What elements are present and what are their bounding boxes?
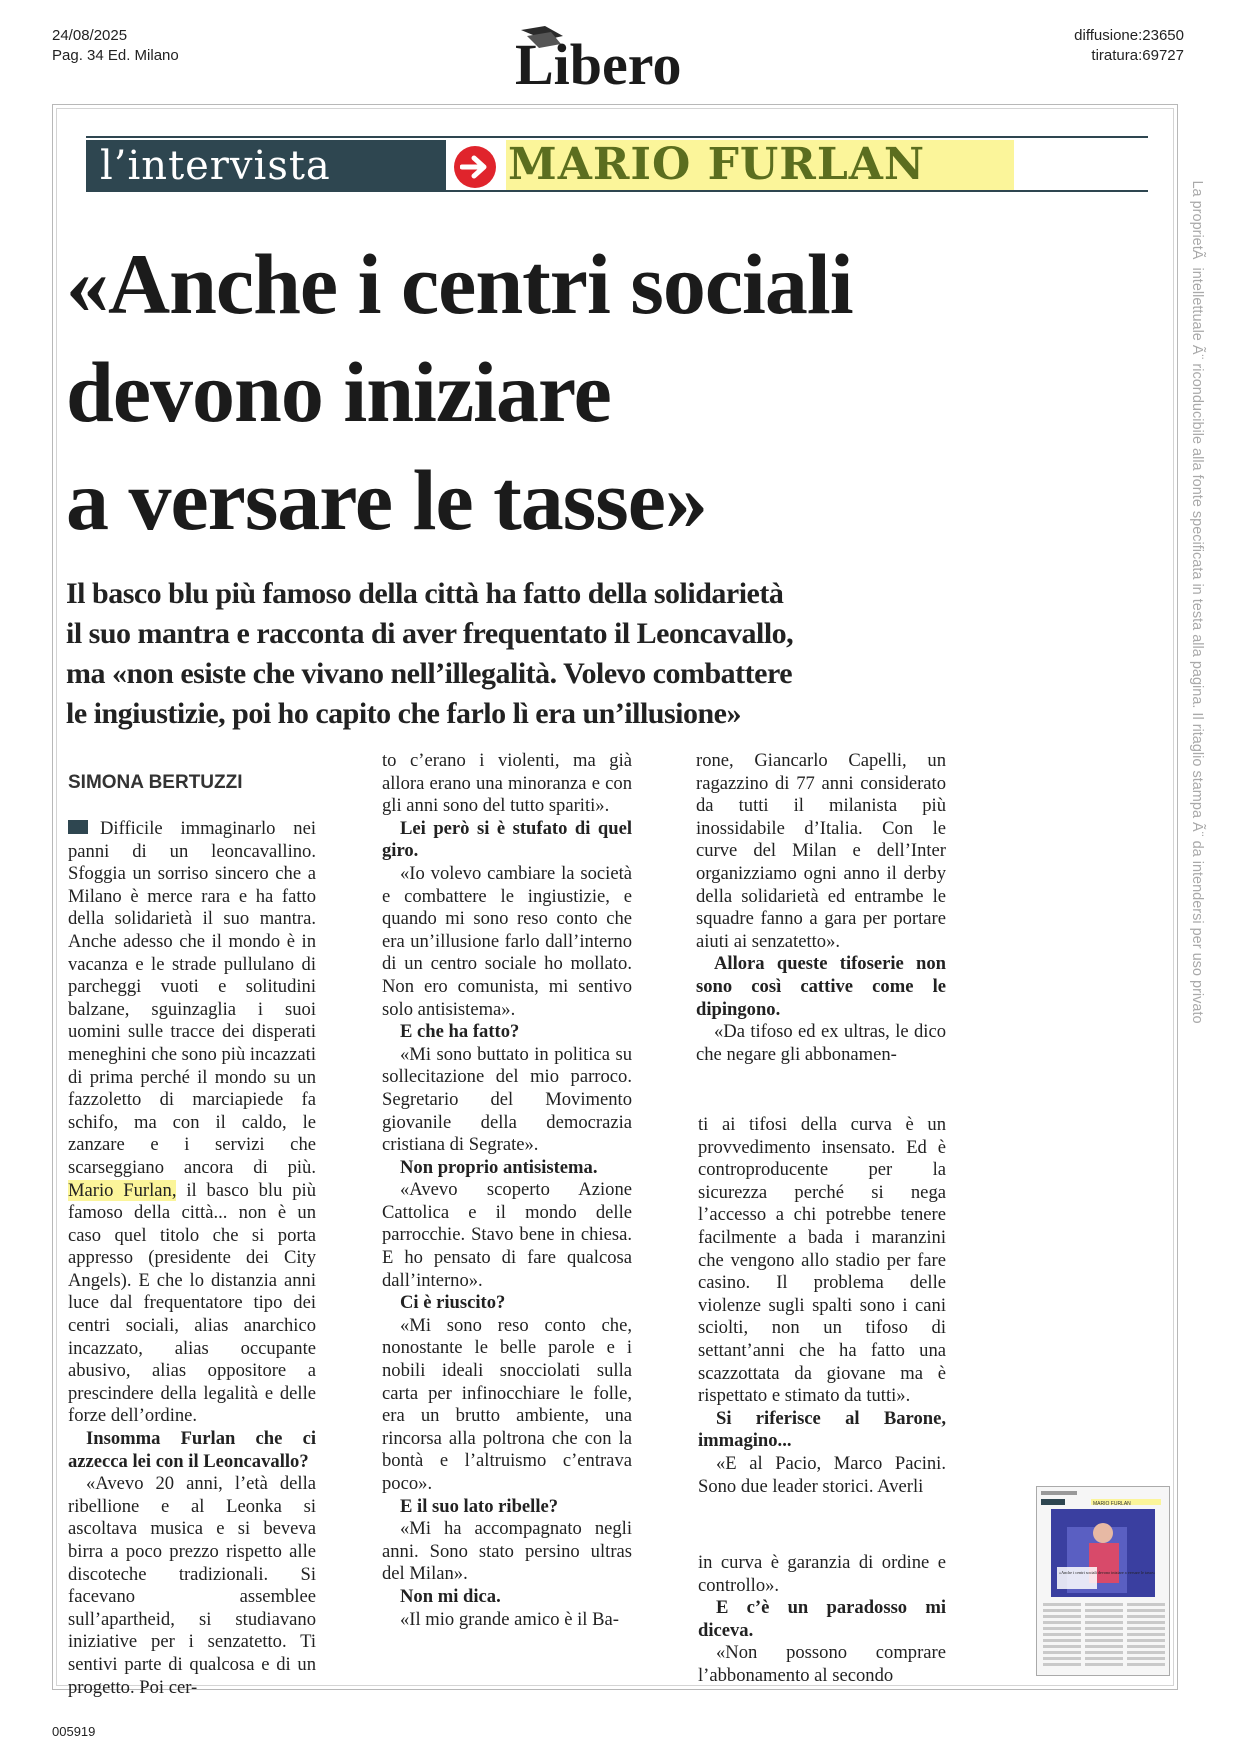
standfirst-line: il suo mantra e racconta di aver frequentato il Leoncavallo,	[66, 617, 794, 650]
lead-text-cont: il basco blu più famoso della città... non è un caso quel titolo che si porta appresso (presidente dei City Angels). E che lo distanzia anni luce dal frequentatore tipo dei centri sociali, alias anarchico incazzato, alias occupante abusivo, alias oppositore a prescindere della legalità e delle forze dell’ordine.	[68, 1179, 316, 1427]
interview-answer: to c’erano i violenti, ma già allora erano una minoranza e con gli anni sono del tutto spariti».	[382, 750, 632, 817]
interview-answer: «Io volevo cambiare la società e combattere le ingiustizie, e quando mi sono reso conto che era un’illusione farlo dall’interno di un centro sociale ho mollato. Non ero comunista, mi sentivo solo antisistema».	[382, 862, 632, 1020]
kicker-bottom-rule	[446, 190, 1148, 192]
interview-answer: «E al Pacio, Marco Pacini. Sono due leader storici. Averli	[698, 1452, 946, 1497]
libero-logo	[515, 22, 725, 94]
standfirst-line: Il basco blu più famoso della città ha fatto della solidarietà	[66, 577, 784, 610]
page-thumbnail	[1036, 1486, 1170, 1676]
page-edition: Pag. 34 Ed. Milano	[52, 47, 179, 64]
kicker-interviewee-name: MARIO FURLAN	[508, 139, 926, 190]
standfirst-line: ma «non esiste che vivano nell’illegalità. Volevo combattere	[66, 657, 793, 690]
headline-line: devono iniziare	[66, 344, 611, 440]
headline	[66, 230, 1126, 554]
article-column-3b	[698, 1114, 946, 1498]
diffusione: diffusione:23650	[1074, 27, 1184, 44]
article-column-3c	[698, 1552, 946, 1688]
thumbnail-kicker: MARIO FURLAN	[1093, 1501, 1131, 1507]
circulation-info	[1074, 26, 1184, 66]
interview-answer: rone, Giancarlo Capelli, un ragazzino di 77 anni considerato da tutti il milanista più inossidabile d’Italia. Con le curve del Milan e dell’Inter organizziamo ogni anno il derby della solidarietà ed entrambe le squadre fanno a gara per portare aiuti ai senzatetto».	[696, 750, 946, 952]
interview-question: Ci è riuscito?	[400, 1292, 506, 1314]
interview-question: E che ha fatto?	[400, 1021, 520, 1043]
logo-graphic	[515, 22, 725, 94]
thumbnail-graphic	[1037, 1487, 1169, 1675]
headline-line: «Anche i centri sociali	[66, 236, 853, 332]
clipping-code: 005919	[52, 1724, 96, 1739]
byline: SIMONA BERTUZZI	[68, 772, 243, 793]
interview-question: E c’è un paradosso mi diceva.	[698, 1597, 946, 1641]
logo-wordmark: Libero	[515, 32, 682, 94]
interview-answer: «Mi ha accompagnato negli anni. Sono stato persino ultras del Milan».	[382, 1518, 632, 1585]
interview-answer: «Avevo scoperto Azione Cattolica e il mondo delle parrocchie. Stavo bene in chiesa. E ho pensato di fare qualcosa dall’interno».	[382, 1179, 632, 1291]
interview-answer: «Il mio grande amico è il Ba-	[400, 1608, 619, 1630]
highlighted-name: Mario Furlan,	[68, 1179, 177, 1201]
arrow-right-icon	[454, 146, 496, 188]
interview-answer: «Avevo 20 anni, l’età della ribellione e al Leonka si ascoltava musica e si beveva birra a poco prezzo rispetto alle discoteche tradizionali. Si facevano assemblee sull’apartheid, si studiavano iniziative per i senzatetto. Ti sentivi parte di qualcosa e di un progetto. Poi cer-	[68, 1473, 316, 1698]
article-column-1	[68, 818, 316, 1699]
kicker-section-label: l’intervista	[100, 143, 331, 189]
interview-question: Insomma Furlan che ci azzecca lei con il Leoncavallo?	[68, 1428, 316, 1472]
interview-question: Lei però si è stufato di quel giro.	[382, 817, 632, 862]
interview-question: Allora queste tifoserie non sono così cattive come le dipingono.	[696, 953, 946, 1020]
interview-answer: «Da tifoso ed ex ultras, le dico che negare gli abbonamen-	[696, 1021, 946, 1065]
interview-question: Non mi dica.	[400, 1585, 501, 1607]
thumbnail-title: «Anche i centri sociali devono iniziare a versare le tasse»	[1059, 1570, 1156, 1575]
kicker-top-rule	[86, 136, 1148, 138]
interview-answer: ti ai tifosi della curva è un provvedimento insensato. Ed è controproducente per la sicurezza perché si nega l’accesso a chi potrebbe tenere facilmente a bada i maranzini che vengono allo stadio per fare casino. Il problema delle violenze sugli spalti sono i cani sciolti, non un tifoso di settant’anni che ha fatto una scazzottata da giovane ma è rispettato e stimato da tutti».	[698, 1114, 946, 1407]
tiratura: tiratura:69727	[1091, 47, 1184, 64]
article-column-2	[382, 750, 632, 1631]
interview-answer: «Mi sono reso conto che, nonostante le belle parole e i nobili ideali snocciolati sulla carta per infinocchiare le folle, era un brutto ambiente, una rincorsa alla poltrona che con la bontà e l’altruismo c’entrava poco».	[382, 1314, 632, 1494]
lead-square-icon	[68, 820, 88, 834]
interview-answer: «Non possono comprare l’abbonamento al secondo	[698, 1642, 946, 1686]
interview-question: E il suo lato ribelle?	[400, 1495, 559, 1517]
headline-line: a versare le tasse»	[66, 452, 707, 548]
copyright-watermark	[1186, 112, 1208, 1092]
page-header-info	[52, 26, 179, 66]
standfirst-line: le ingiustizie, poi ho capito che farlo lì era un’illusione»	[66, 697, 741, 730]
interview-answer: in curva è garanzia di ordine e controllo».	[698, 1552, 946, 1596]
article-paragraph	[68, 818, 316, 1428]
standfirst	[66, 574, 1126, 734]
lead-text: Difficile immaginarlo nei panni di un leoncavallino. Sfoggia un sorriso sincero che a Milano è merce rara e ha fatto della solidarietà il suo mantra. Anche adesso che il mondo è in vacanza e le strade pullulano di parcheggi vuoti e solitudini balzane, sguinzaglia i suoi uomini sulle tracce dei disperati meneghini che sono più incazzati di prima perché il mondo su un fazzoletto di marciapiede fa schifo, ma con il caldo, le zanzare e i servizi che scarseggiano ancora di più.	[68, 818, 316, 1178]
interview-question: Si riferisce al Barone, immagino...	[698, 1407, 946, 1452]
publication-date: 24/08/2025	[52, 27, 128, 44]
interview-question: Non proprio antisistema.	[400, 1156, 598, 1178]
article-column-3a	[696, 750, 946, 1066]
interview-answer: «Mi sono buttato in politica su sollecitazione del mio parroco. Segretario del Movimento giovanile della democrazia cristiana di Segrate».	[382, 1043, 632, 1156]
watermark-text: La proprietÃ intellettuale Ã¨ riconducibile alla fonte specificata in testa alla pagina. Il ritaglio stampa Ã¨ da intendersi per uso privato	[1189, 180, 1205, 1024]
